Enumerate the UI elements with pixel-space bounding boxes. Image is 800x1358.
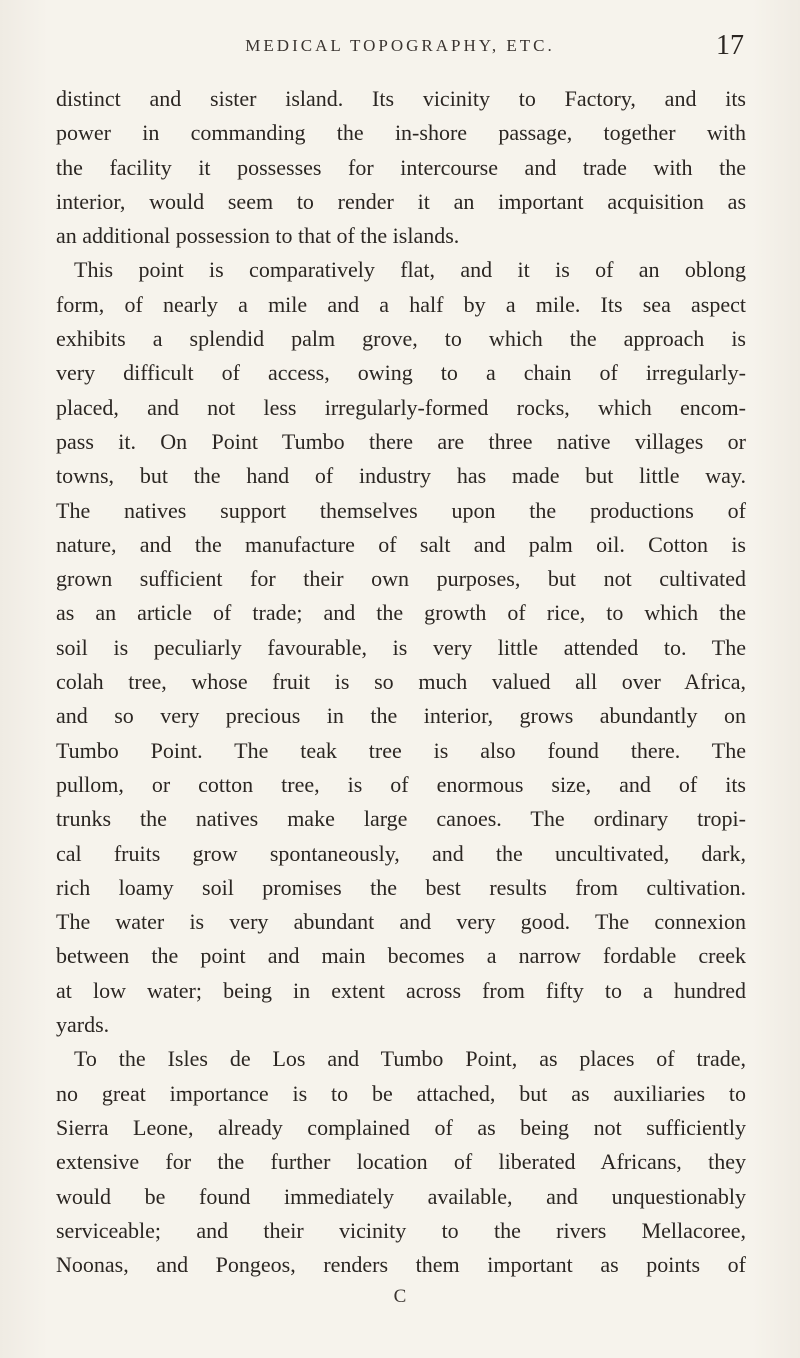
text-line: cal fruits grow spontaneously, and the uncultivated, dark, <box>56 840 746 866</box>
text-line: the facility it possesses for intercourse and trade with the <box>56 154 746 180</box>
text-line: between the point and main becomes a narrow fordable creek <box>56 943 746 969</box>
text-line: interior, would seem to render it an important acquisition as <box>56 188 746 214</box>
text-line: trunks the natives make large canoes. The ordinary tropi- <box>56 806 746 832</box>
text-line: exhibits a splendid palm grove, to which the approach is <box>56 326 746 352</box>
text-line: extensive for the further location of liberated Africans, they <box>56 1149 746 1175</box>
text-line: distinct and sister island. Its vicinity to Factory, and its <box>56 86 746 111</box>
text-line: The water is very abundant and very good. The connexion <box>56 909 746 935</box>
text-line: as an article of trade; and the growth of rice, to which the <box>56 600 746 626</box>
text-line: The natives support themselves upon the productions of <box>56 497 746 523</box>
running-title: MEDICAL TOPOGRAPHY, ETC. <box>245 36 555 55</box>
text-line: an additional possession to that of the islands. <box>56 223 460 249</box>
paragraph-start-line: This point is comparatively flat, and it is of an oblong <box>74 257 746 283</box>
signature-mark: C <box>393 1286 407 1307</box>
text-line: pullom, or cotton tree, is of enormous size, and of its <box>56 771 746 797</box>
text-line: Tumbo Point. The teak tree is also found there. The <box>56 737 746 763</box>
text-line: serviceable; and their vicinity to the rivers Mellacoree, <box>56 1217 746 1243</box>
text-line: towns, but the hand of industry has made but little way. <box>56 463 746 489</box>
text-line: yards. <box>56 1012 110 1038</box>
text-line: and so very precious in the interior, grows abundantly on <box>56 703 746 729</box>
text-line: Noonas, and Pongeos, renders them important as points of <box>56 1252 746 1278</box>
text-line: pass it. On Point Tumbo there are three native villages or <box>56 428 746 454</box>
text-line: Sierra Leone, already complained of as being not sufficiently <box>56 1114 746 1140</box>
text-line: soil is peculiarly favourable, is very little attended to. The <box>56 634 746 660</box>
text-line: at low water; being in extent across from fifty to a hundred <box>56 977 746 1003</box>
paragraph-start-line: To the Isles de Los and Tumbo Point, as places of trade, <box>74 1046 746 1072</box>
text-line: would be found immediately available, and unquestionably <box>56 1183 746 1209</box>
text-line: form, of nearly a mile and a half by a mile. Its sea aspect <box>56 291 746 317</box>
text-line: rich loamy soil promises the best results from cultivation. <box>56 874 746 900</box>
text-line: power in commanding the in-shore passage, together with <box>56 120 746 146</box>
running-head <box>0 30 800 64</box>
body-text <box>56 82 746 1282</box>
text-line: nature, and the manufacture of salt and palm oil. Cotton is <box>56 531 746 557</box>
text-line: grown sufficient for their own purposes, but not cultivated <box>56 566 746 592</box>
text-line: no great importance is to be attached, but as auxiliaries to <box>56 1080 746 1106</box>
page-number: 17 <box>716 30 744 61</box>
text-line: colah tree, whose fruit is so much valued all over Africa, <box>56 669 746 695</box>
text-line: very difficult of access, owing to a chain of irregularly- <box>56 360 746 386</box>
text-line: placed, and not less irregularly-formed rocks, which encom- <box>56 394 746 420</box>
